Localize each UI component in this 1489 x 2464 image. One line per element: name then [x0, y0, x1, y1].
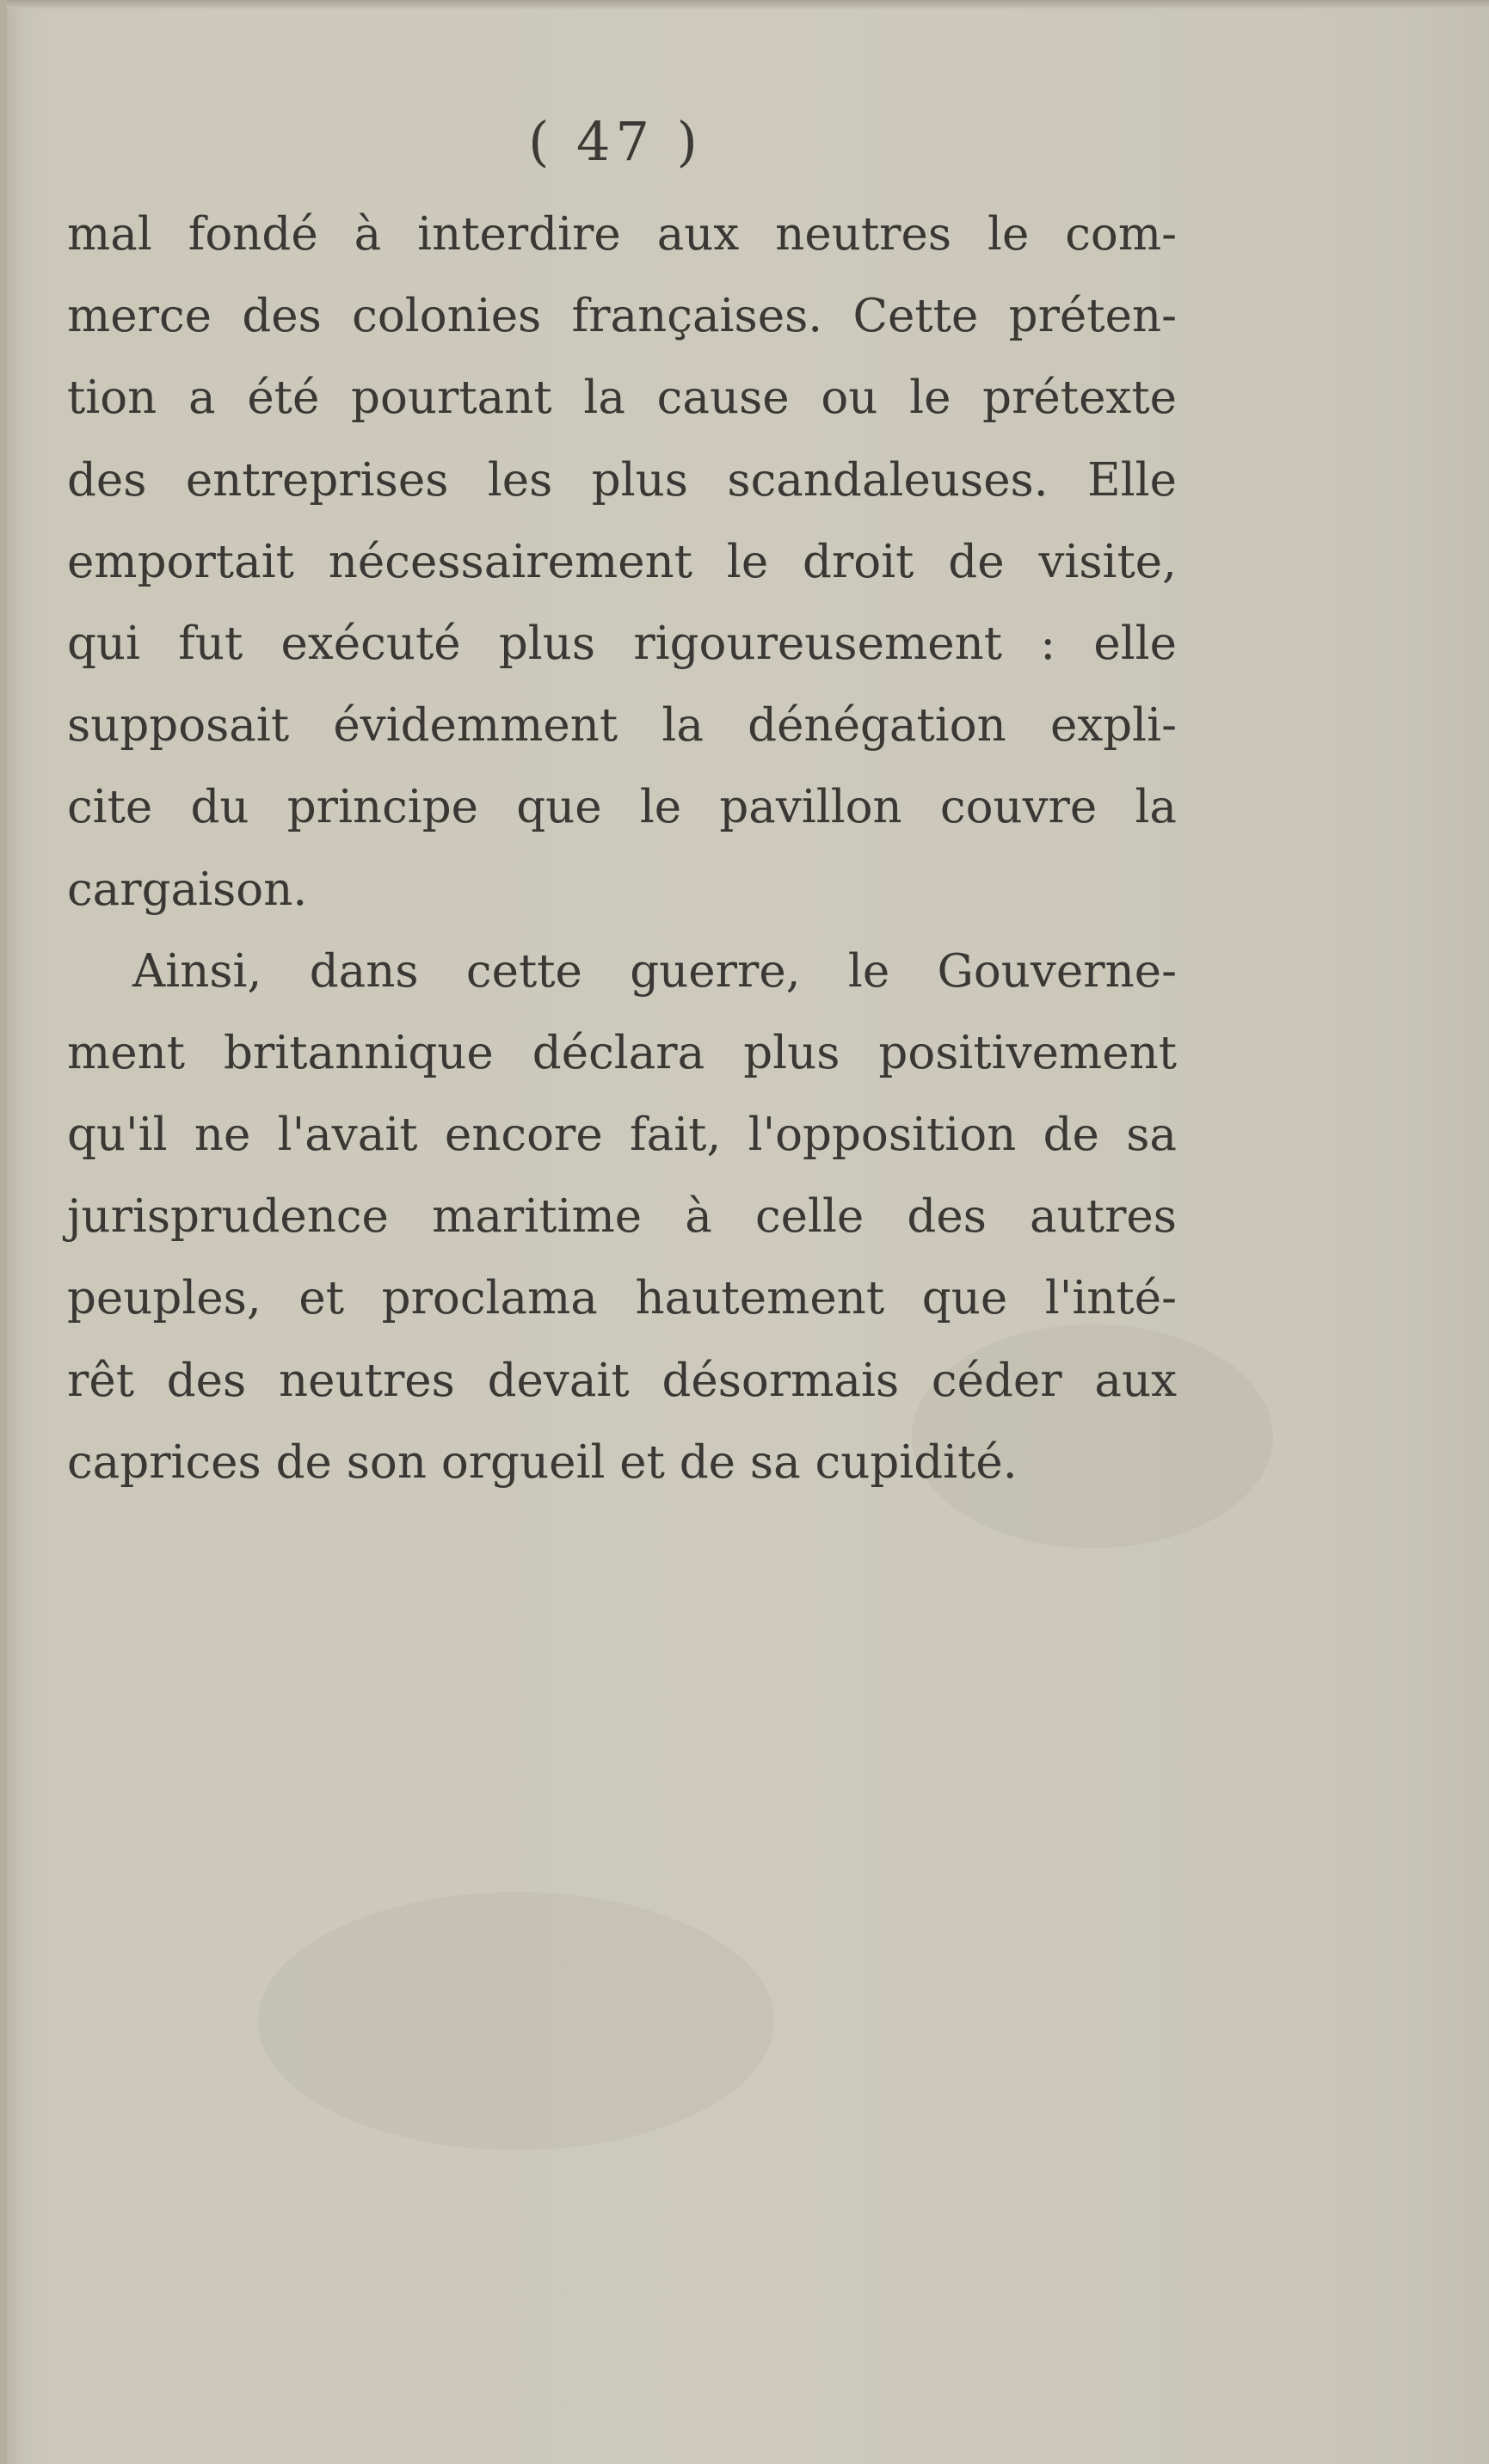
paper-stain: [258, 1892, 774, 2150]
text-line: merce des colonies françaises. Cette préten-: [67, 290, 1177, 343]
text-line: mal fondé à interdire aux neutres le com-: [67, 208, 1177, 261]
text-line: cite du principe que le pavillon couvre la: [67, 781, 1177, 834]
text-line: qui fut exécuté plus rigoureusement : elle: [67, 617, 1177, 670]
page-top-edge: [0, 0, 1489, 9]
page-number: ( 47 ): [528, 110, 703, 173]
text-line: emportait nécessairement le droit de visite,: [67, 535, 1177, 588]
text-line: qu'il ne l'avait encore fait, l'opposition de sa: [67, 1109, 1177, 1162]
text-line: des entreprises les plus scandaleuses. Elle: [67, 453, 1177, 507]
page-gutter-edge: [0, 0, 7, 2464]
text-line: supposait évidemment la dénégation expli-: [67, 699, 1177, 753]
text-line: rêt des neutres devait désormais céder aux: [67, 1354, 1177, 1407]
text-line: Ainsi, dans cette guerre, le Gouverne-: [132, 944, 1177, 998]
text-line: jurisprudence maritime à celle des autres: [67, 1190, 1177, 1244]
text-line: caprices de son orgueil et de sa cupidité.: [67, 1435, 1018, 1489]
paragraph: [67, 931, 1177, 1503]
text-line: peuples, et proclama hautement que l'inté-: [67, 1272, 1177, 1325]
paragraph: [67, 194, 1177, 931]
body-text: [67, 194, 1177, 1503]
text-line: ment britannique déclara plus positivement: [67, 1026, 1177, 1079]
text-line: tion a été pourtant la cause ou le prétexte: [67, 372, 1177, 425]
text-line: cargaison.: [67, 863, 308, 916]
